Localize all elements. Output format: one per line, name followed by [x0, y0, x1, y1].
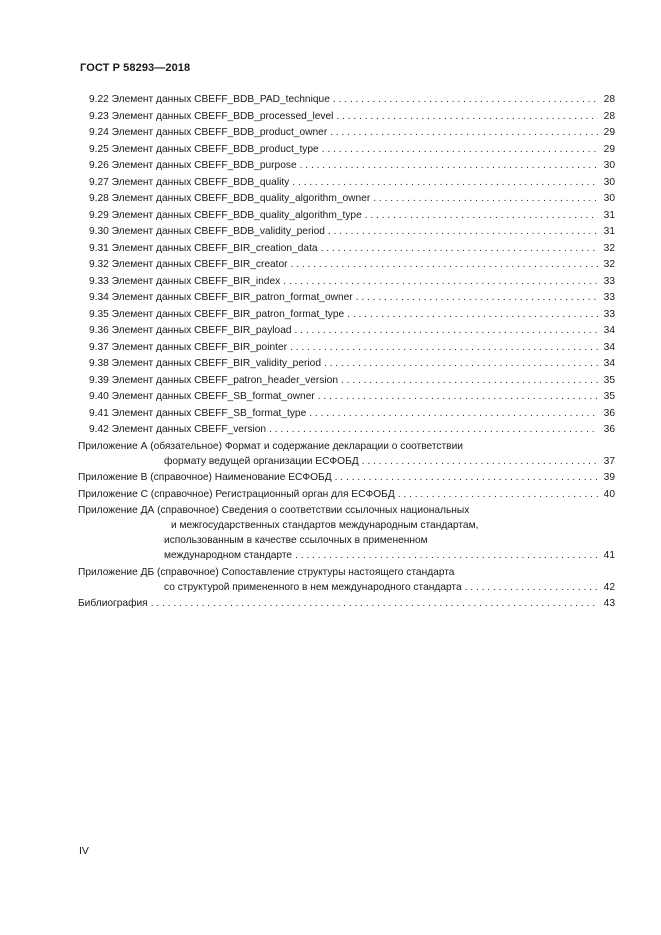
toc-entry-label: 9.42 Элемент данных CBEFF_version	[89, 424, 267, 435]
toc-entry-label: Приложение В (справочное) Наименование ЕСФОБД	[78, 472, 332, 483]
toc-entry	[78, 208, 615, 225]
toc-entry	[78, 373, 615, 390]
toc-page-number: 42	[603, 581, 615, 593]
toc-entry-label: 9.25 Элемент данных CBEFF_BDB_product_type	[89, 143, 319, 155]
toc-entry-label: 9.23 Элемент данных CBEFF_BDB_processed_level	[89, 110, 334, 122]
toc-page-number: 30	[603, 160, 615, 171]
toc-page-number: 33	[603, 292, 615, 303]
toc-entry-label: 9.32 Элемент данных CBEFF_BIR_creator	[89, 259, 288, 270]
toc-entries-list	[78, 92, 615, 439]
toc-entry	[78, 356, 615, 373]
table-of-contents	[78, 92, 615, 613]
toc-appendix-db	[78, 565, 615, 597]
toc-page-number: 34	[603, 325, 615, 336]
toc-page-number: 32	[603, 259, 615, 270]
toc-entry	[78, 340, 615, 357]
toc-entry	[78, 92, 615, 109]
toc-entry	[78, 142, 615, 159]
toc-appendix-da-line3: использованным в качестве ссылочных в примененном	[164, 535, 428, 546]
dot-leader	[269, 422, 598, 439]
toc-page-number: 32	[603, 242, 615, 254]
toc-page-number: 30	[603, 176, 615, 188]
toc-entry-label: 9.39 Элемент данных CBEFF_patron_header_version	[89, 374, 338, 386]
dot-leader	[295, 323, 598, 340]
toc-appendix-db-line1: Приложение ДБ (справочное) Сопоставление структуры настоящего стандарта	[78, 566, 455, 578]
toc-page-number: 28	[603, 110, 615, 122]
toc-page-number: 37	[603, 455, 615, 467]
toc-entry	[78, 274, 615, 291]
toc-page-number: 36	[603, 424, 615, 435]
toc-page-number: 35	[603, 374, 615, 386]
toc-page-number: 33	[603, 275, 615, 287]
toc-page-number: 43	[603, 598, 615, 609]
toc-entry-label: 9.29 Элемент данных CBEFF_BDB_quality_algorithm_type	[89, 209, 362, 221]
dot-leader	[341, 373, 598, 390]
toc-page-number: 36	[603, 407, 615, 419]
toc-page-number: 29	[603, 127, 615, 138]
toc-appendix-a-line2-row	[78, 454, 615, 471]
toc-entry-label: 9.24 Элемент данных CBEFF_BDB_product_owner	[89, 127, 328, 138]
toc-entry-label: 9.35 Элемент данных CBEFF_BIR_patron_format_type	[89, 308, 345, 320]
dot-leader	[330, 125, 598, 142]
toc-entry-label: Приложение С (справочное) Регистрационный орган для ЕСФОБД	[78, 488, 395, 500]
toc-appendix-da	[78, 503, 615, 565]
toc-entry	[78, 290, 615, 307]
toc-appendix-db-line2: со структурой примененного в нем международного стандарта	[164, 581, 462, 593]
dot-leader	[283, 274, 598, 291]
toc-bibliography	[78, 596, 615, 613]
toc-page-number: 31	[603, 226, 615, 237]
toc-entry	[78, 125, 615, 142]
dot-leader	[309, 406, 598, 423]
dot-leader	[365, 208, 598, 225]
dot-leader	[336, 109, 598, 126]
toc-page-number: 39	[603, 472, 615, 483]
dot-leader	[151, 596, 598, 613]
toc-entry-label: 9.26 Элемент данных CBEFF_BDB_purpose	[89, 160, 297, 171]
toc-page-number: 41	[603, 550, 615, 561]
toc-appendix-c	[78, 487, 615, 504]
dot-leader	[373, 191, 598, 208]
toc-entry	[78, 224, 615, 241]
dot-leader	[291, 257, 598, 274]
toc-appendix-da-line4: международном стандарте	[164, 550, 293, 561]
dot-leader	[356, 290, 598, 307]
toc-page-number: 34	[603, 358, 615, 369]
toc-entry-label: 9.36 Элемент данных CBEFF_BIR_payload	[89, 325, 292, 336]
dot-leader	[465, 580, 598, 597]
toc-entry	[78, 175, 615, 192]
dot-leader	[321, 241, 598, 258]
toc-entry	[78, 422, 615, 439]
dot-leader	[347, 307, 598, 324]
toc-appendix-a-line1: Приложение А (обязательное) Формат и содержание декларации о соответствии	[78, 440, 463, 452]
toc-entry-label: Библиография	[78, 598, 148, 609]
dot-leader	[333, 92, 598, 109]
toc-page-number: 40	[603, 488, 615, 500]
toc-page-number: 35	[603, 391, 615, 402]
dot-leader	[362, 454, 598, 471]
dot-leader	[398, 487, 598, 504]
toc-appendix-b	[78, 470, 615, 487]
dot-leader	[335, 470, 598, 487]
toc-appendix-da-line4-row	[78, 548, 615, 565]
toc-entry-label: 9.31 Элемент данных CBEFF_BIR_creation_data	[89, 242, 318, 254]
toc-entry-label: 9.41 Элемент данных CBEFF_SB_format_type	[89, 407, 307, 419]
toc-entry-label: 9.37 Элемент данных CBEFF_BIR_pointer	[89, 341, 288, 353]
toc-entry-label: 9.22 Элемент данных CBEFF_BDB_PAD_technique	[89, 94, 330, 105]
toc-entry	[78, 158, 615, 175]
toc-entry	[78, 257, 615, 274]
dot-leader	[300, 158, 598, 175]
toc-entry-label: 9.40 Элемент данных CBEFF_SB_format_owner	[89, 391, 315, 402]
document-header: ГОСТ Р 58293—2018	[80, 62, 191, 74]
page-number-footer: IV	[79, 845, 89, 857]
toc-entry	[78, 191, 615, 208]
toc-page-number: 28	[603, 94, 615, 105]
toc-entry-label: 9.30 Элемент данных CBEFF_BDB_validity_period	[89, 226, 325, 237]
toc-entry	[78, 109, 615, 126]
dot-leader	[295, 548, 598, 565]
toc-entry	[78, 323, 615, 340]
dot-leader	[292, 175, 598, 192]
dot-leader	[318, 389, 598, 406]
toc-entry	[78, 389, 615, 406]
toc-page-number: 34	[603, 341, 615, 353]
toc-entry-label: 9.28 Элемент данных CBEFF_BDB_quality_algorithm_owner	[89, 193, 371, 204]
toc-entry	[78, 406, 615, 423]
toc-page-number: 30	[603, 193, 615, 204]
toc-page-number: 33	[603, 308, 615, 320]
toc-entry	[78, 241, 615, 258]
dot-leader	[328, 224, 598, 241]
toc-appendix-db-line2-row	[78, 580, 615, 597]
toc-entry-label: 9.27 Элемент данных CBEFF_BDB_quality	[89, 176, 290, 188]
toc-appendix-a	[78, 439, 615, 471]
toc-entry-label: 9.33 Элемент данных CBEFF_BIR_index	[89, 275, 281, 287]
dot-leader	[322, 142, 598, 159]
toc-page-number: 31	[603, 209, 615, 221]
toc-entry	[78, 307, 615, 324]
toc-page-number: 29	[603, 143, 615, 155]
dot-leader	[290, 340, 598, 357]
toc-appendix-da-line1: Приложение ДА (справочное) Сведения о соответствии ссылочных национальных	[78, 505, 470, 516]
toc-entry-label: 9.38 Элемент данных CBEFF_BIR_validity_period	[89, 358, 321, 369]
toc-appendix-a-line2: формату ведущей организации ЕСФОБД	[164, 455, 359, 467]
toc-entry-label: 9.34 Элемент данных CBEFF_BIR_patron_format_owner	[89, 292, 353, 303]
toc-appendix-da-line2: и межгосударственных стандартов международным стандартам,	[171, 520, 479, 531]
dot-leader	[324, 356, 598, 373]
